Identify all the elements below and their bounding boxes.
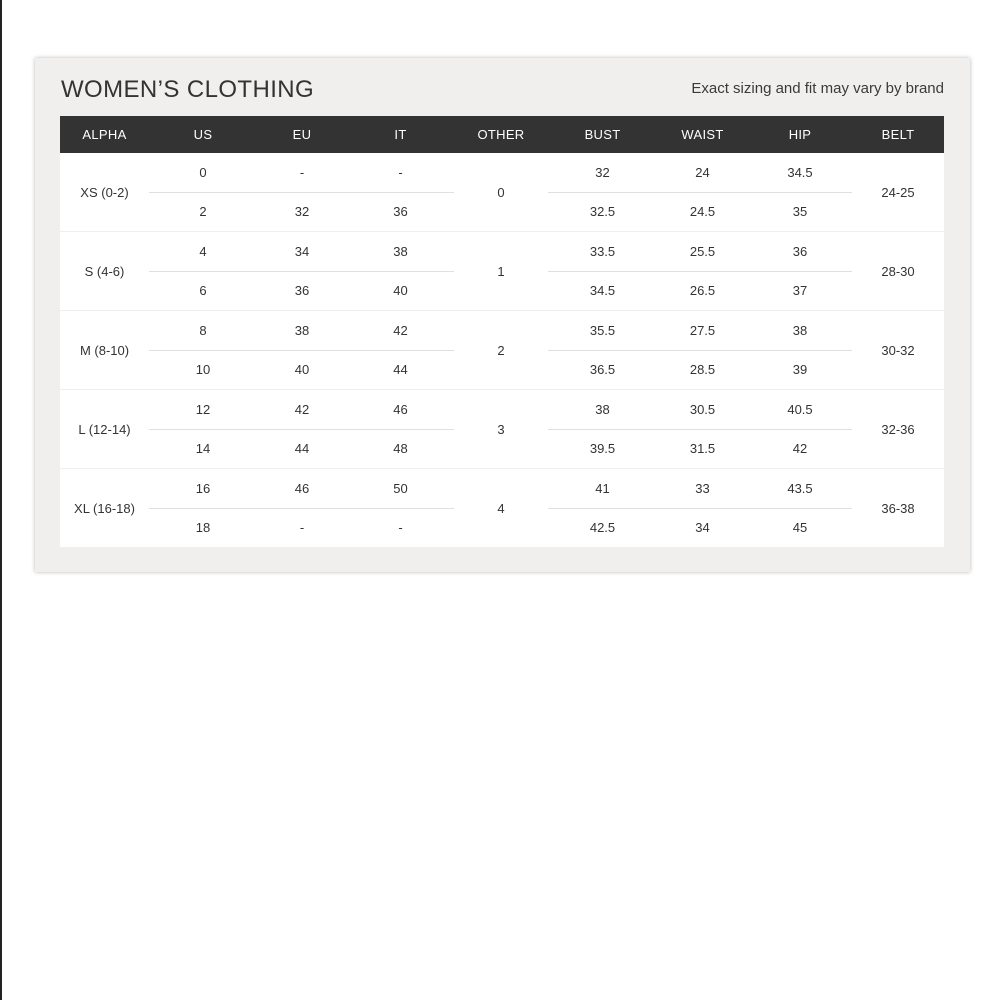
- waist-cell: 26.5: [689, 283, 716, 298]
- header-us: US: [193, 127, 213, 142]
- size-group-s: [60, 231, 944, 310]
- header-alpha: ALPHA: [82, 127, 127, 142]
- it-cell: 46: [393, 402, 408, 417]
- eu-cell: 38: [294, 323, 310, 338]
- it-cell: 38: [393, 244, 408, 259]
- bust-cell: 33.5: [589, 244, 616, 259]
- it-cell: 50: [393, 481, 408, 496]
- other-cell: 4: [497, 500, 505, 516]
- it-cell: 44: [393, 362, 408, 377]
- eu-cell: 44: [294, 441, 310, 456]
- alpha-cell: S (4-6): [84, 263, 125, 279]
- hip-cell: 40.5: [787, 402, 813, 417]
- eu-cell: -: [299, 165, 305, 180]
- us-cell: 18: [195, 520, 211, 535]
- header-bust: BUST: [584, 127, 621, 142]
- bust-cell: 41: [595, 481, 610, 496]
- us-cell: 4: [199, 244, 207, 259]
- us-cell: 2: [199, 204, 207, 219]
- bust-cell: 35.5: [589, 323, 616, 338]
- header-it: IT: [394, 127, 407, 142]
- waist-cell: 28.5: [689, 362, 716, 377]
- hip-cell: 34.5: [787, 165, 813, 180]
- us-cell: 0: [199, 165, 207, 180]
- alpha-cell: L (12-14): [78, 421, 131, 437]
- hip-cell: 37: [792, 283, 808, 298]
- row-divider: [149, 192, 454, 193]
- belt-cell: 30-32: [881, 342, 915, 358]
- row-divider: [149, 271, 454, 272]
- waist-cell: 24: [695, 165, 710, 180]
- row-divider: [548, 192, 852, 193]
- header-hip: HIP: [788, 127, 812, 142]
- header-belt: BELT: [881, 127, 915, 142]
- other-cell: 1: [497, 263, 505, 279]
- row-divider: [548, 429, 852, 430]
- waist-cell: 24.5: [689, 204, 716, 219]
- us-cell: 10: [195, 362, 211, 377]
- it-cell: 42: [393, 323, 408, 338]
- hip-cell: 42: [792, 441, 808, 456]
- it-cell: -: [398, 520, 403, 535]
- eu-cell: 32: [294, 204, 310, 219]
- row-divider: [548, 271, 852, 272]
- row-divider: [548, 350, 852, 351]
- us-cell: 14: [195, 441, 211, 456]
- it-cell: 48: [393, 441, 408, 456]
- belt-cell: 28-30: [881, 263, 915, 279]
- eu-cell: 34: [294, 244, 310, 259]
- eu-cell: 42: [294, 402, 310, 417]
- bust-cell: 32: [595, 165, 610, 180]
- alpha-cell: XL (16-18): [74, 500, 135, 516]
- table-header: [60, 116, 944, 153]
- alpha-cell: XS (0-2): [80, 184, 129, 200]
- bust-cell: 34.5: [589, 283, 616, 298]
- size-group-xs: [60, 153, 944, 231]
- waist-cell: 33: [695, 481, 710, 496]
- belt-cell: 36-38: [881, 500, 915, 516]
- bust-cell: 36.5: [589, 362, 616, 377]
- row-divider: [149, 508, 454, 509]
- other-cell: 2: [497, 342, 505, 358]
- hip-cell: 45: [792, 520, 808, 535]
- header-eu: EU: [292, 127, 312, 142]
- eu-cell: 40: [294, 362, 310, 377]
- alpha-cell: M (8-10): [79, 342, 130, 358]
- waist-cell: 30.5: [689, 402, 716, 417]
- hip-cell: 35: [792, 204, 808, 219]
- us-cell: 12: [195, 402, 211, 417]
- it-cell: 36: [393, 204, 408, 219]
- it-cell: 40: [393, 283, 408, 298]
- chart-title: WOMEN’S CLOTHING: [61, 76, 315, 103]
- table-body: [60, 153, 944, 547]
- it-cell: -: [398, 165, 403, 180]
- waist-cell: 27.5: [689, 323, 716, 338]
- size-table: [60, 116, 944, 547]
- waist-cell: 34: [695, 520, 710, 535]
- waist-cell: 25.5: [689, 244, 716, 259]
- page-edge-rule: [0, 0, 2, 1000]
- bust-cell: 42.5: [589, 520, 616, 535]
- hip-cell: 38: [792, 323, 808, 338]
- bust-cell: 39.5: [589, 441, 616, 456]
- size-group-m: [60, 310, 944, 389]
- size-chart-card: [35, 58, 970, 572]
- belt-cell: 32-36: [881, 421, 915, 437]
- eu-cell: -: [299, 520, 305, 535]
- fit-note: Exact sizing and fit may vary by brand: [691, 80, 944, 97]
- eu-cell: 36: [294, 283, 310, 298]
- belt-cell: 24-25: [881, 184, 915, 200]
- row-divider: [149, 429, 454, 430]
- hip-cell: 39: [792, 362, 808, 377]
- size-group-xl: [60, 468, 944, 547]
- row-divider: [548, 508, 852, 509]
- eu-cell: 46: [294, 481, 310, 496]
- waist-cell: 31.5: [689, 441, 716, 456]
- us-cell: 6: [199, 283, 207, 298]
- us-cell: 8: [199, 323, 207, 338]
- bust-cell: 38: [595, 402, 610, 417]
- header-waist: WAIST: [681, 127, 724, 142]
- bust-cell: 32.5: [589, 204, 616, 219]
- hip-cell: 43.5: [787, 481, 813, 496]
- row-divider: [149, 350, 454, 351]
- hip-cell: 36: [792, 244, 808, 259]
- other-cell: 0: [497, 184, 505, 200]
- size-group-l: [60, 389, 944, 468]
- us-cell: 16: [195, 481, 211, 496]
- header-other: OTHER: [477, 127, 525, 142]
- other-cell: 3: [497, 421, 505, 437]
